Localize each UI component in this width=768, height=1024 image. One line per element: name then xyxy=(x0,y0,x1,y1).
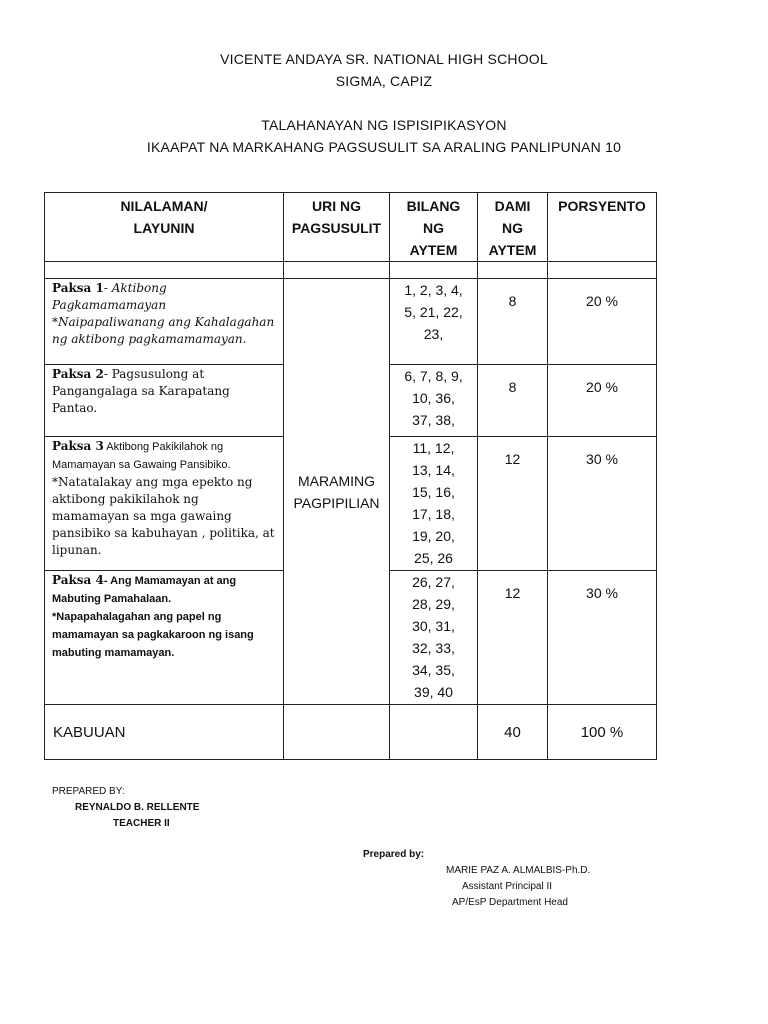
item-count-cell: 8 xyxy=(478,365,548,437)
topic-cell: Paksa 1- Aktibong Pagkamamamayan *Naipapaliwanang ang Kahalagahan ng aktibong pagkamamamayan. xyxy=(45,279,284,365)
item-count-cell: 8 xyxy=(478,279,548,365)
document-subtitle: IKAAPAT NA MARKAHANG PAGSUSULIT SA ARALING PANLIPUNAN 10 xyxy=(146,139,622,155)
topic-cell: Paksa 4- Ang Mamamayan at ang Mabuting Pamahalaan. *Napapahalagahan ang papel ng mamamayan sa pagkakaroon ng isang mabuting mamamayan. xyxy=(45,571,284,705)
item-numbers-cell: 6, 7, 8, 9, 10, 36, 37, 38, xyxy=(390,365,478,437)
department-head-position: Assistant Principal II xyxy=(462,881,553,892)
header-nilalaman: NILALAMAN/ LAYUNIN xyxy=(45,193,284,262)
department-head-title: AP/EsP Department Head xyxy=(452,897,568,908)
header-uri: URI NG PAGSUSULIT xyxy=(284,193,390,262)
header-dami: DAMI NG AYTEM xyxy=(478,193,548,262)
department-head-name: MARIE PAZ A. ALMALBIS-Ph.D. xyxy=(446,865,591,876)
total-label: KABUUAN xyxy=(45,705,284,760)
school-name: VICENTE ANDAYA SR. NATIONAL HIGH SCHOOL xyxy=(220,51,548,67)
percent-cell: 30 % xyxy=(548,571,657,705)
total-row xyxy=(45,705,657,760)
preparer-name: REYNALDO B. RELLENTE xyxy=(75,802,200,813)
test-type-cell: MARAMING PAGPIPILIAN xyxy=(284,279,390,705)
prepared-by-label: PREPARED BY: xyxy=(52,786,125,797)
percent-cell: 30 % xyxy=(548,437,657,571)
specification-table xyxy=(44,192,657,760)
topic-cell: Paksa 3 Aktibong Pakikilahok ng Mamamayan sa Gawaing Pansibiko. *Natatalakay ang mga epekto ng aktibong pakikilahok ng mamamayan sa mga gawaing pansibiko sa kabuhayan , politika, at lipunan. xyxy=(45,437,284,571)
preparer-position: TEACHER II xyxy=(113,818,170,829)
table-row xyxy=(45,279,657,365)
item-numbers-cell: 11, 12, 13, 14, 15, 16, 17, 18, 19, 20, 25, 26 xyxy=(390,437,478,571)
total-count: 40 xyxy=(478,705,548,760)
spacer-row xyxy=(45,262,657,279)
document-title: TALAHANAYAN NG ISPISIPIKASYON xyxy=(261,117,507,133)
item-numbers-cell: 1, 2, 3, 4, 5, 21, 22, 23, xyxy=(390,279,478,365)
school-location: SIGMA, CAPIZ xyxy=(335,73,433,89)
item-count-cell: 12 xyxy=(478,571,548,705)
table-header-row xyxy=(45,193,657,262)
item-count-cell: 12 xyxy=(478,437,548,571)
header-porsyento: PORSYENTO xyxy=(548,193,657,262)
second-prepared-by-label: Prepared by: xyxy=(363,849,425,860)
topic-cell: Paksa 2- Pagsusulong at Pangangalaga sa Karapatang Pantao. xyxy=(45,365,284,437)
total-percent: 100 % xyxy=(548,705,657,760)
item-numbers-cell: 26, 27, 28, 29, 30, 31, 32, 33, 34, 35, 39, 40 xyxy=(390,571,478,705)
percent-cell: 20 % xyxy=(548,365,657,437)
percent-cell: 20 % xyxy=(548,279,657,365)
header-bilang: BILANG NG AYTEM xyxy=(390,193,478,262)
